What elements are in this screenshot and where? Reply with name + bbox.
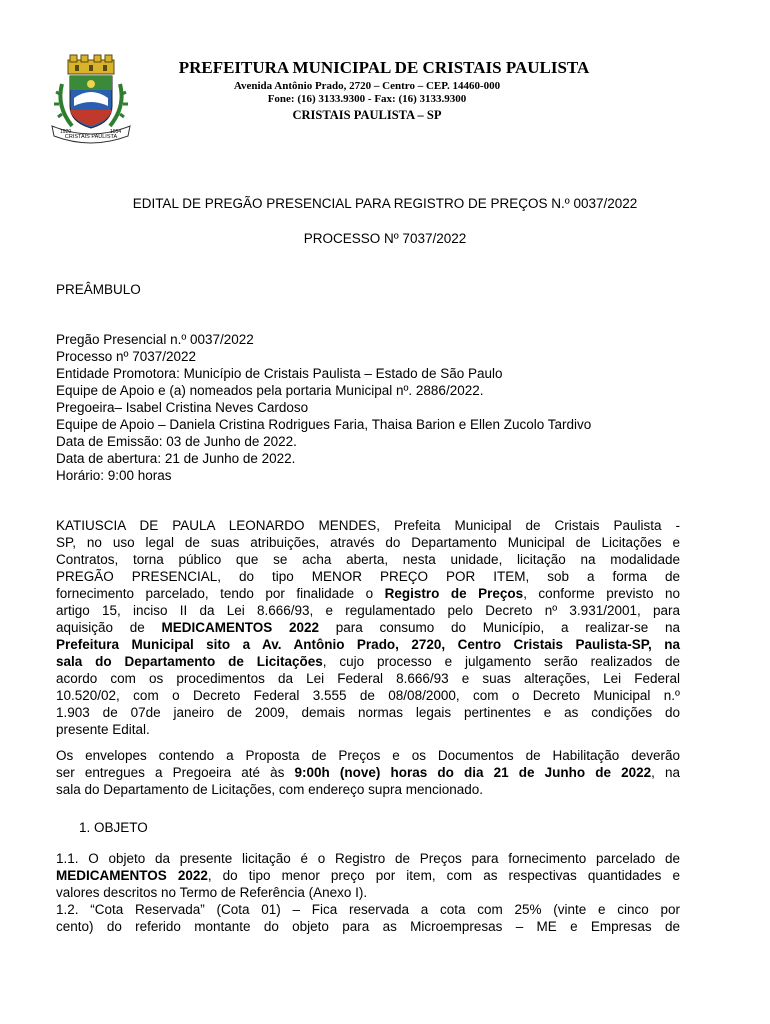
preamble-item: Pregão Presencial n.º 0037/2022 (56, 332, 254, 347)
clause-1-2 (56, 901, 680, 935)
paragraph-line: 1.903 de 07de janeiro de 2009, demais normas legais pertinentes e as condições do (56, 705, 680, 720)
paragraph-line: Contratos, torna público que se acha aberta, nesta unidade, licitação na modalidade (56, 552, 680, 567)
preamble-list (56, 331, 680, 484)
bold-medicamentos: MEDICAMENTOS 2022 (56, 868, 208, 883)
preamble-item: Entidade Promotora: Município de Cristais Paulista – Estado de São Paulo (56, 366, 503, 381)
envelopes-paragraph (56, 747, 680, 798)
header-phones: Fone: (16) 3133.9300 - Fax: (16) 3133.9300 (267, 93, 467, 105)
text-run: fornecimento parcelado, tendo por finalidade o (56, 586, 385, 601)
bold-deadline: 9:00h (nove) horas do dia 21 de Junho de 2022 (294, 765, 652, 780)
preamble-item: Equipe de Apoio e (a) nomeados pela portaria Municipal nº. 2886/2022. (56, 383, 484, 398)
preamble-item: Equipe de Apoio – Daniela Cristina Rodrigues Faria, Thaisa Barion e Ellen Zucolo Tardivo (56, 417, 592, 432)
paragraph-line (56, 867, 680, 884)
crest-year-right: 1954 (110, 129, 122, 135)
text-run: ser entregues a Pregoeira até às (56, 765, 295, 780)
paragraph-line (56, 585, 680, 602)
header-address: Avenida Antônio Prado, 2720 – Centro – CEP. 14460-000 (233, 80, 501, 92)
crest-ribbon-motto: CRISTAIS PAULISTA (64, 134, 118, 140)
paragraph-line (56, 764, 680, 781)
preamble-label: PREÂMBULO (56, 282, 141, 297)
paragraph-line (56, 653, 680, 670)
paragraph-line: PREGÃO PRESENCIAL, do tipo MENOR PREÇO POR ITEM, sob a forma de (56, 569, 680, 584)
paragraph-line: artigo 15, inciso II da Lei 8.666/93, e regulamentado pelo Decreto nº 3.931/2001, para (56, 603, 680, 618)
preamble-item: Horário: 9:00 horas (56, 468, 172, 483)
text-run: , do tipo menor preço por item, com as respectivas quantidades e (207, 868, 680, 883)
municipal-crest-logo (48, 54, 134, 144)
paragraph-line: valores descritos no Termo de Referência (Anexo I). (56, 885, 368, 900)
text-run: , conforme previsto no (523, 586, 680, 601)
paragraph-line: SP, no uso legal de suas atribuições, através do Departamento Municipal de Licitações e (56, 535, 680, 550)
crest-year-left: 1920 (60, 129, 72, 135)
paragraph-line: 1.1. O objeto da presente licitação é o Registro de Preços para fornecimento parcelado de (56, 851, 680, 866)
opening-paragraph (56, 517, 680, 738)
text-run: para consumo do Município, a realizar-se na (319, 620, 680, 635)
text-run: , cujo processo e julgamento serão realizados de (322, 654, 680, 669)
process-number: PROCESSO Nº 7037/2022 (303, 231, 467, 246)
paragraph-line: acordo com os procedimentos da Lei Federal 8.666/93 e suas alterações, Lei Federal (56, 671, 680, 686)
bold-registro-de-precos: Registro de Preços (384, 586, 524, 601)
clause-1-1 (56, 850, 680, 901)
paragraph-line: cento) do referido montante do objeto para as Microempresas – ME e Empresas de (56, 919, 680, 934)
bold-medicamentos: MEDICAMENTOS 2022 (161, 620, 320, 635)
preamble-item: Processo nº 7037/2022 (56, 349, 197, 364)
text-run: , na (651, 765, 680, 780)
paragraph-line: sala do Departamento de Licitações, com endereço supra mencionado. (56, 782, 484, 797)
preamble-item: Pregoeira– Isabel Cristina Neves Cardoso (56, 400, 309, 415)
header-title: PREFEITURA MUNICIPAL DE CRISTAIS PAULISTA (178, 58, 590, 77)
text-run: aquisição de (56, 620, 162, 635)
bold-location: Prefeitura Municipal sito a Av. Antônio Prado, 2720, Centro Cristais Paulista-SP, na (56, 637, 680, 652)
paragraph-line: 1.2. “Cota Reservada” (Cota 01) – Fica reservada a cota com 25% (vinte e cinco por (56, 902, 680, 917)
header-city: CRISTAIS PAULISTA – SP (292, 108, 442, 122)
paragraph-line (56, 619, 680, 636)
paragraph-line: Os envelopes contendo a Proposta de Preços e os Documentos de Habilitação deverão (56, 748, 680, 763)
paragraph-line: 10.520/02, com o Decreto Federal 3.555 de 08/08/2000, com o Decreto Municipal n.º (56, 688, 680, 703)
paragraph-line (56, 636, 680, 653)
bold-department: sala do Departamento de Licitações (56, 654, 323, 669)
section-heading-objeto: 1. OBJETO (79, 820, 148, 835)
paragraph-line: KATIUSCIA DE PAULA LEONARDO MENDES, Prefeita Municipal de Cristais Paulista - (56, 518, 680, 533)
preamble-item: Data de Emissão: 03 de Junho de 2022. (56, 434, 297, 449)
preamble-item: Data de abertura: 21 de Junho de 2022. (56, 451, 296, 466)
document-title: EDITAL DE PREGÃO PRESENCIAL PARA REGISTRO DE PREÇOS N.º 0037/2022 (132, 196, 638, 211)
paragraph-line: presente Edital. (56, 722, 150, 737)
